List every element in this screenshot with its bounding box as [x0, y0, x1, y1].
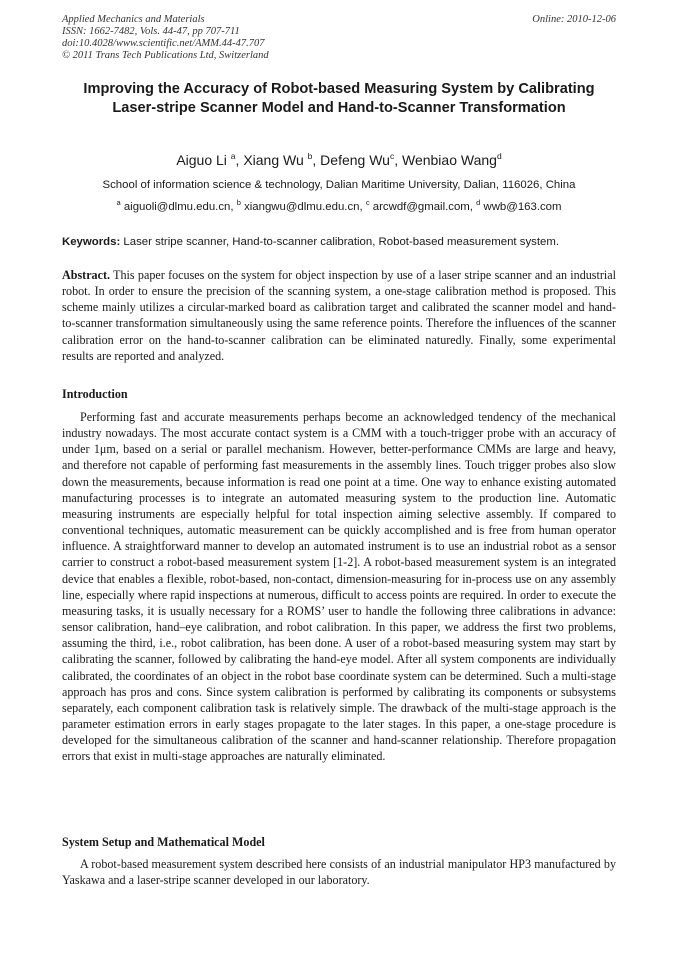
keywords-text: Laser stripe scanner, Hand-to-scanner calibration, Robot-based measurement system. — [123, 236, 559, 248]
author-mark: b — [307, 151, 313, 161]
copyright-line: © 2011 Trans Tech Publications Ltd, Switzerland — [62, 50, 269, 61]
doi-line: doi:10.4028/www.scientific.net/AMM.44-47.707 — [62, 38, 265, 49]
author-name: Aiguo Li — [176, 152, 227, 168]
abstract-label: Abstract. — [62, 268, 111, 282]
introduction-paragraph: Performing fast and accurate measurements perhaps become an acknowledged tendency of the mechanical industry nowadays. The most accurate contact system is a CMM with a touch-trigger probe with an accuracy of under 1μm, based on a serial or parallel mechanism. However, better-performance CMMs are large and heavy, and therefore not capable of performing fast measurements in the assembly lines. Touch trigger probes also slow down the measurements, because information is read one point at a time. One way to enhance existing automated manufacturing processes is to integrate an automated measuring system to the production line. Automatic measuring instruments are especially helpful for total inspection aiming selective assembly. If compared to conventional techniques, automatic measurement can be quickly accomplished and is free from human operator influence. A straightforward manner to develop an automated instrument is to use an industrial robot as a sensor carrier to construct a robot-based measurement system [1-2]. A robot-based measurement system is an integrated device that enables a flexible, robot-based, non-contact, dimension-measuring for in-process use on any assembly line, especially where rapid inspections at numerous, difficult to access points are required. In order to execute the measuring tasks, it is usually necessary for a ROMS’ user to handle the following three calibrations in advance: sensor calibration, hand–eye calibration, and robot calibration. In this paper, we address the first two problems, assuming the third, i.e., robot calibration, has been done. A user of a robot-based measuring system may start by calibrating the scanner, followed by calibrating the hand-eye model. After all system components are individually calibrated, the coordinates of an object in the robot base coordinate system can be determined. Such a multi-stage approach has pros and cons. Since system calibration is performed by calibrating its components or subsystems separately, each component calibration task is relatively simple. The drawback of the multi-stage approach is the parameter estimation errors in early stages propagate to the later stages. In this paper, a one-stage procedure is developed for the simultaneous calibration of the scanner and hand-scanner relationship. Therefore propagation errors that exist in multi-stage approaches are naturally eliminated. — [62, 410, 616, 764]
abstract — [62, 267, 616, 364]
email-list: $^a$ aiguoli@dlmu.edu.cn, $^b$ xiangwu@dlmu.edu.cn, $^c$ arcwdf@gmail.com, $^d$ wwb@163.com — [116, 198, 562, 213]
email-mark: a — [116, 198, 121, 207]
author-list: Aiguo Li $^a$, Xiang Wu $^b$, Defeng Wu$^c$, Wenbiao Wang$^d$ — [176, 151, 502, 168]
author-mark: a — [230, 151, 236, 161]
system-setup-paragraph: A robot-based measurement system described here consists of an industrial manipulator HP3 manufactured by Yaskawa and a laser-stripe scanner developed in our laboratory. — [62, 857, 616, 888]
abstract-text: This paper focuses on the system for object inspection by use of a laser stripe scanner and an industrial robot. In order to ensure the precision of the scanning system, a one-stage calibration method is proposed. This scheme mainly utilizes a circular-marked board as calibration target and calibrated the scanner model and hand-to-scanner transformation simultaneously using the same reference points. Therefore the influences of the scanner calibration error on the hand-to-scanner calibration can be eliminated naturedly. Finally, some experimental results are reported and analyzed. — [62, 268, 616, 363]
email-address: aiguoli@dlmu.edu.cn — [123, 201, 231, 213]
section-heading-system-setup: System Setup and Mathematical Model — [62, 835, 265, 849]
affiliation: School of information science & technology, Dalian Maritime University, Dalian, 116026, China — [102, 179, 576, 191]
email-address: xiangwu@dlmu.edu.cn — [244, 201, 360, 213]
author-mark: c — [389, 151, 395, 161]
issn-line: ISSN: 1662-7482, Vols. 44-47, pp 707-711 — [62, 26, 240, 37]
journal-header — [62, 14, 616, 62]
email-mark: d — [476, 198, 481, 207]
journal-name: Applied Mechanics and Materials — [62, 14, 205, 25]
author-name: Xiang Wu — [243, 152, 304, 168]
email-mark: b — [236, 198, 241, 207]
paper-title: Improving the Accuracy of Robot-based Measuring System by Calibrating Laser-stripe Scanner Model and Hand-to-Scanner Transformation — [83, 81, 595, 116]
author-mark: d — [496, 151, 502, 161]
author-name: Defeng Wu — [320, 152, 390, 168]
keywords — [62, 235, 618, 249]
email-address: wwb@163.com — [483, 201, 562, 213]
keywords-label: Keywords: — [62, 236, 121, 248]
email-mark: c — [365, 198, 370, 207]
online-date: Online: 2010-12-06 — [532, 14, 616, 25]
section-heading-introduction: Introduction — [62, 387, 128, 401]
author-name: Wenbiao Wang — [401, 152, 497, 168]
email-address: arcwdf@gmail.com — [372, 201, 470, 213]
